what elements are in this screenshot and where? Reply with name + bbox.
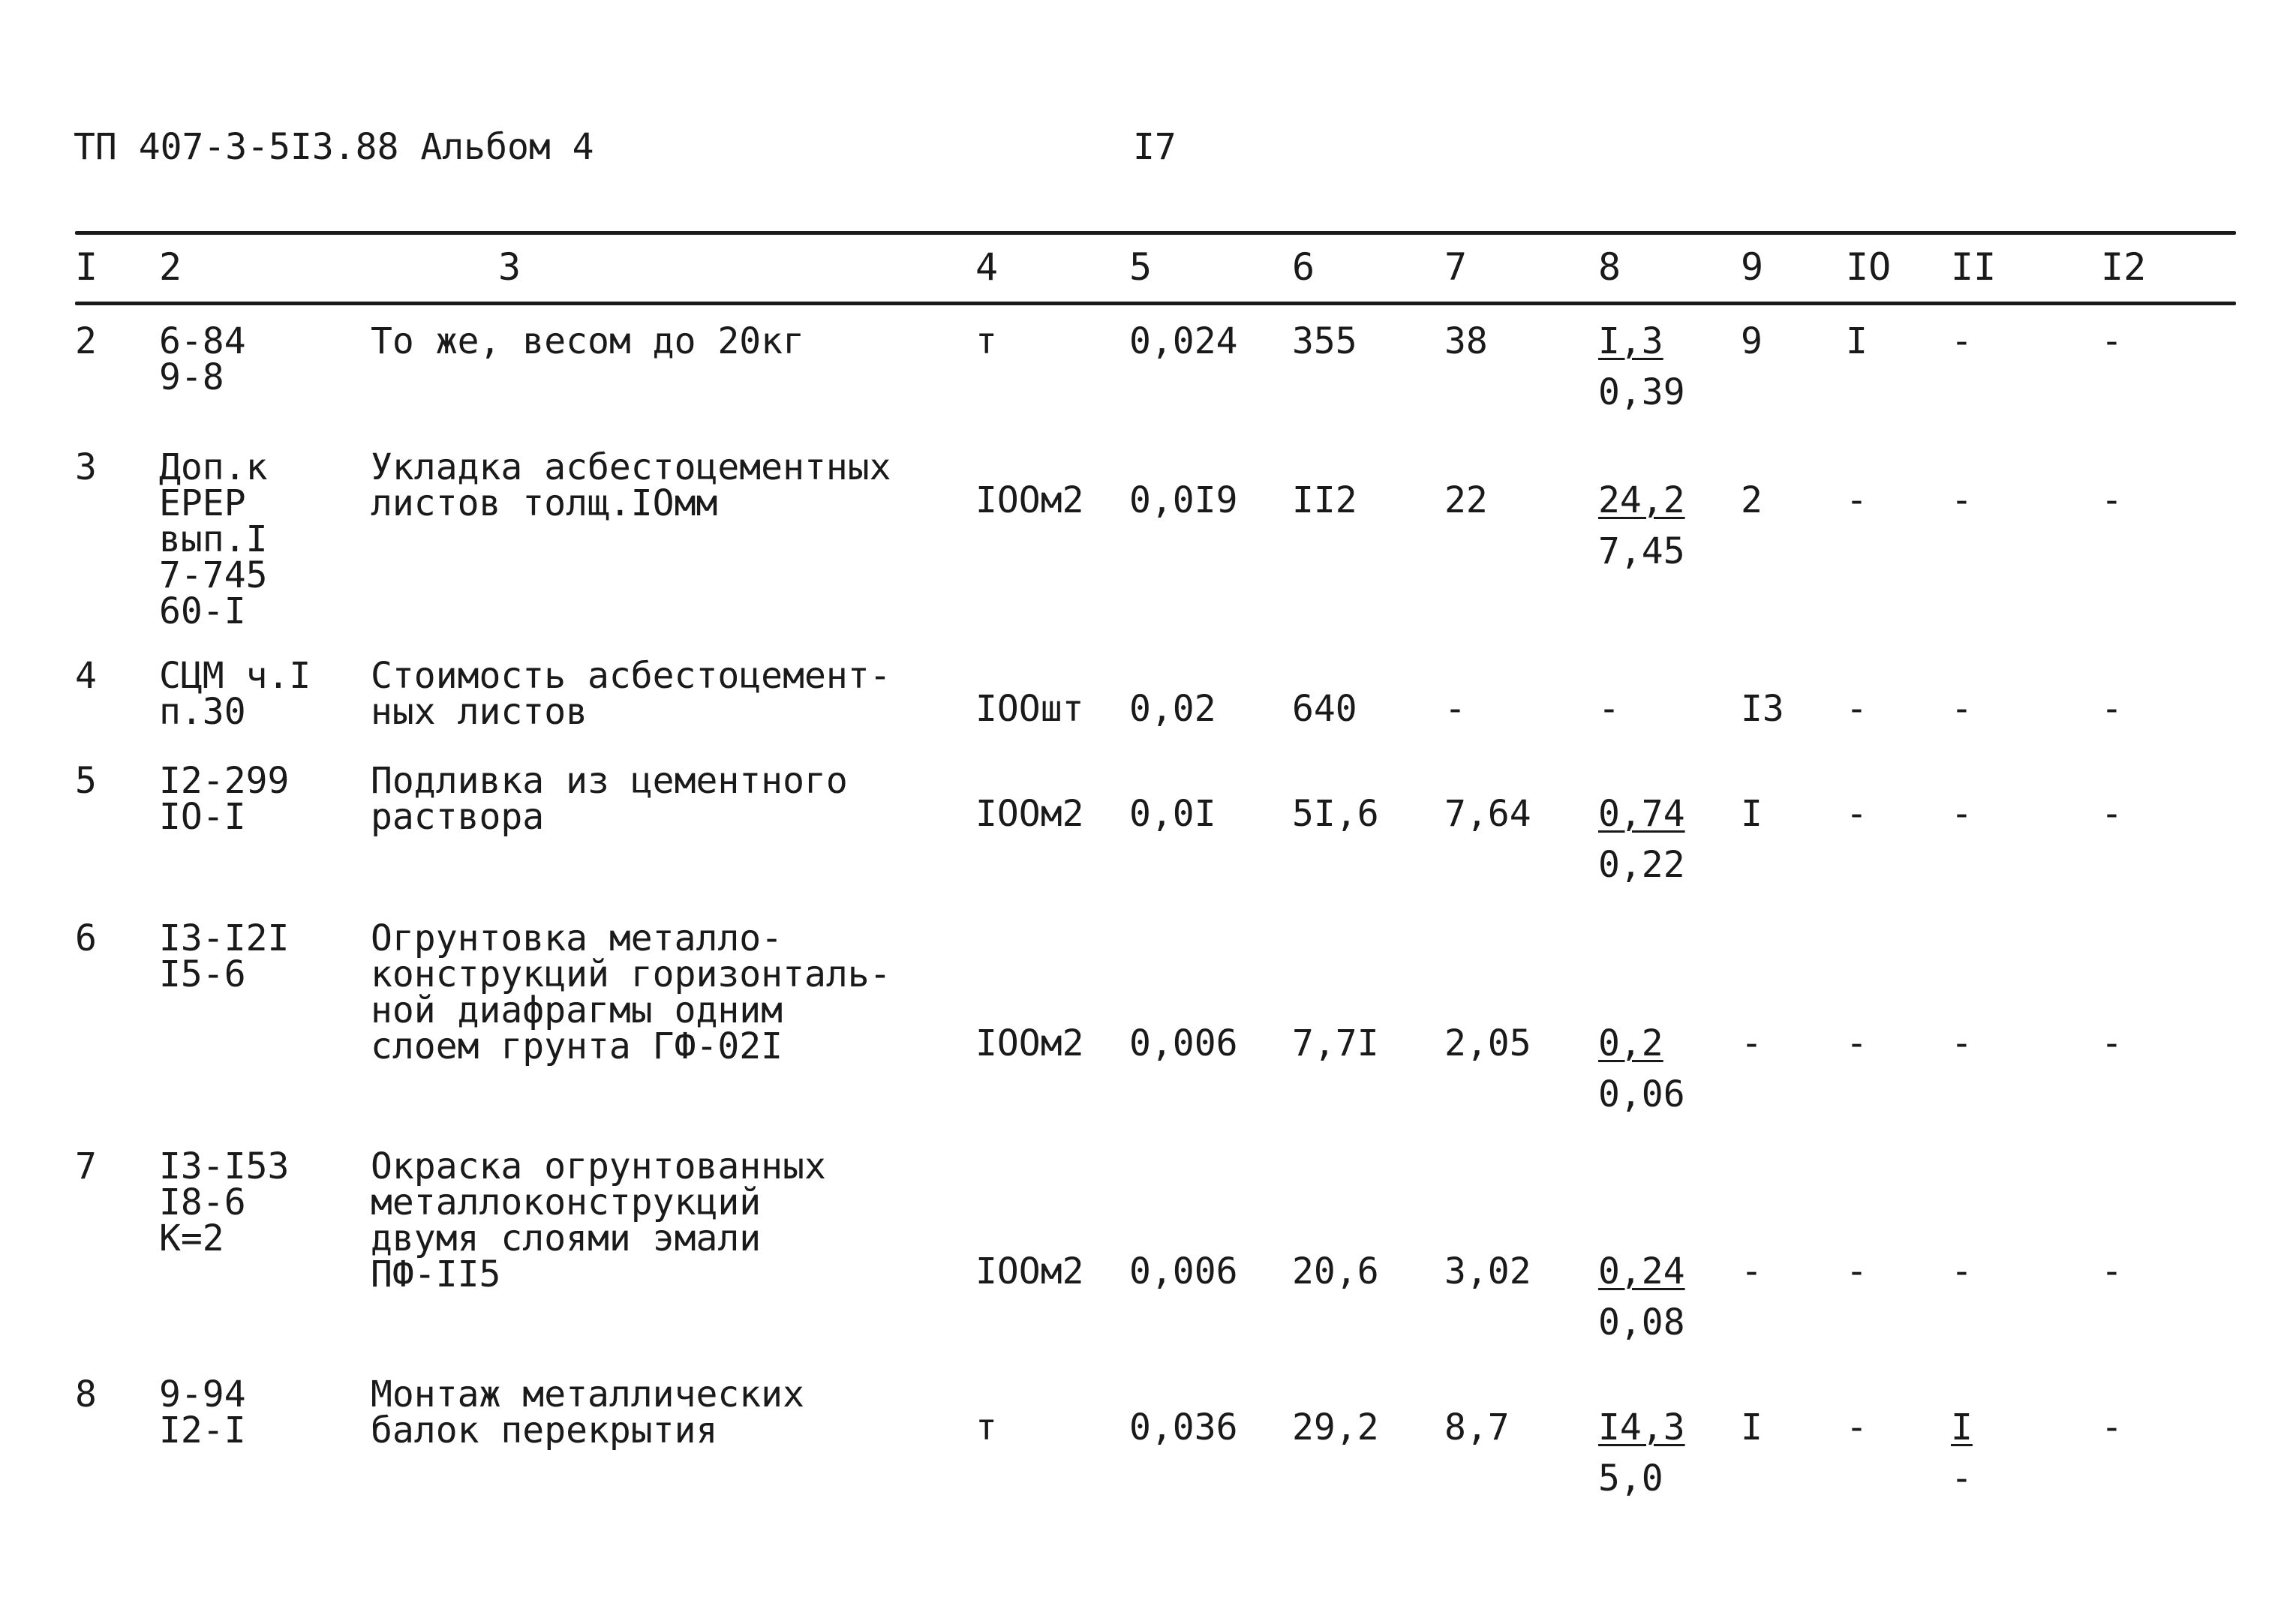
column-header: 2 <box>159 245 182 289</box>
col-8-subvalue: 5,0 <box>1598 1457 1663 1499</box>
col-7-value: 8,7 <box>1444 1406 1510 1448</box>
col-8-value: 0,24 <box>1598 1250 1685 1292</box>
quantity: 0,024 <box>1129 320 1238 362</box>
col-9-value: I <box>1741 793 1763 835</box>
col-9-value: - <box>1741 1250 1763 1292</box>
col-11-value: - <box>1951 793 1973 835</box>
norm-code-line: 9-8 <box>159 356 224 398</box>
column-header: 7 <box>1444 245 1468 289</box>
work-name-line: Окраска огрунтованных <box>371 1145 826 1187</box>
norm-code-line: К=2 <box>159 1217 224 1259</box>
norm-code-line: п.30 <box>159 691 246 733</box>
norm-code-line: СЦМ ч.I <box>159 655 311 697</box>
col-8-subvalue: 0,39 <box>1598 371 1685 413</box>
column-header: 6 <box>1292 245 1315 289</box>
column-header: 3 <box>498 245 521 289</box>
norm-code-line: IO-I <box>159 796 246 838</box>
col-8-subvalue: 7,45 <box>1598 530 1685 572</box>
col-9-value: 2 <box>1741 479 1763 521</box>
col-9-value: 9 <box>1741 320 1763 362</box>
norm-code-line: вып.I <box>159 518 268 560</box>
work-name-line: раствора <box>371 796 545 838</box>
col-11-value: - <box>1951 320 1973 362</box>
work-name-line: Огрунтовка металло- <box>371 917 783 959</box>
quantity: 0,0I <box>1129 793 1216 835</box>
col-8-value: 0,2 <box>1598 1022 1663 1064</box>
norm-code-line: 9-94 <box>159 1373 246 1415</box>
quantity: 0,0I9 <box>1129 479 1238 521</box>
work-name-line: ной диафрагмы одним <box>371 989 783 1031</box>
norm-code-line: 60-I <box>159 590 246 632</box>
col-7-value: 2,05 <box>1444 1022 1531 1064</box>
col-8-subvalue: 0,06 <box>1598 1073 1685 1115</box>
col-8-value: - <box>1598 688 1620 730</box>
unit: IООшт <box>975 688 1084 730</box>
work-name-line: конструкций горизонталь- <box>371 953 891 995</box>
col-9-value: - <box>1741 1022 1763 1064</box>
norm-code-line: ЕРЕР <box>159 482 246 524</box>
quantity: 0,006 <box>1129 1250 1238 1292</box>
work-name-line: двумя слоями эмали <box>371 1217 762 1259</box>
col-7-value: 3,02 <box>1444 1250 1531 1292</box>
col-12-value: - <box>2101 688 2123 730</box>
col-8-subvalue: 0,22 <box>1598 844 1685 886</box>
col-8-value: 0,74 <box>1598 793 1685 835</box>
work-name-line: Укладка асбестоцементных <box>371 446 891 488</box>
col-10-value: I <box>1846 320 1868 362</box>
col-10-value: - <box>1846 1406 1868 1448</box>
column-header: 4 <box>975 245 999 289</box>
norm-code-line: 7-745 <box>159 554 268 596</box>
col-11-value: - <box>1951 1022 1973 1064</box>
norm-code-line: I3-I53 <box>159 1145 290 1187</box>
norm-code-line: Доп.к <box>159 446 268 488</box>
col-6-value: 7,7I <box>1292 1022 1379 1064</box>
col-6-value: 640 <box>1292 688 1357 730</box>
col-11-value: - <box>1951 688 1973 730</box>
col-12-value: - <box>2101 1022 2123 1064</box>
unit: т <box>975 1406 997 1448</box>
col-9-value: I3 <box>1741 688 1784 730</box>
col-10-value: - <box>1846 688 1868 730</box>
table-top-rule <box>75 231 2236 235</box>
work-name-line: балок перекрытия <box>371 1409 718 1451</box>
quantity: 0,036 <box>1129 1406 1238 1448</box>
document-reference: ТП 407-3-5I3.88 Альбом 4 <box>74 126 594 168</box>
col-7-value: 22 <box>1444 479 1488 521</box>
col-6-value: 5I,6 <box>1292 793 1379 835</box>
col-8-value: I,3 <box>1598 320 1663 362</box>
column-header: 5 <box>1129 245 1153 289</box>
col-10-value: - <box>1846 1022 1868 1064</box>
col-10-value: - <box>1846 479 1868 521</box>
row-number: 6 <box>75 917 97 959</box>
work-name-line: Монтаж металлических <box>371 1373 804 1415</box>
col-12-value: - <box>2101 793 2123 835</box>
col-7-value: 7,64 <box>1444 793 1531 835</box>
work-name-line: ных листов <box>371 691 588 733</box>
unit: IООм2 <box>975 793 1084 835</box>
column-header: 8 <box>1598 245 1621 289</box>
col-8-value: 24,2 <box>1598 479 1685 521</box>
norm-code-line: I8-6 <box>159 1181 246 1223</box>
row-number: 4 <box>75 655 97 697</box>
row-number: 3 <box>75 446 97 488</box>
work-name-line: То же, весом до 20кг <box>371 320 804 362</box>
norm-code-line: I5-6 <box>159 953 246 995</box>
row-number: 7 <box>75 1145 97 1187</box>
row-number: 2 <box>75 320 97 362</box>
col-8-subvalue: 0,08 <box>1598 1301 1685 1343</box>
col-11-value: - <box>1951 1250 1973 1292</box>
col-6-value: 20,6 <box>1292 1250 1379 1292</box>
quantity: 0,02 <box>1129 688 1216 730</box>
unit: IООм2 <box>975 479 1084 521</box>
col-12-value: - <box>2101 320 2123 362</box>
col-7-value: 38 <box>1444 320 1488 362</box>
col-9-value: I <box>1741 1406 1763 1448</box>
unit: т <box>975 320 997 362</box>
norm-code-line: I2-I <box>159 1409 246 1451</box>
norm-code-line: I3-I2I <box>159 917 290 959</box>
col-6-value: 355 <box>1292 320 1357 362</box>
work-name-line: ПФ-II5 <box>371 1253 501 1295</box>
col-7-value: - <box>1444 688 1466 730</box>
col-8-value: I4,3 <box>1598 1406 1685 1448</box>
work-name-line: металлоконструкций <box>371 1181 762 1223</box>
row-number: 8 <box>75 1373 97 1415</box>
column-header: II <box>1951 245 1997 289</box>
page-number: I7 <box>1133 126 1177 168</box>
col-6-value: II2 <box>1292 479 1357 521</box>
col-11-subvalue: - <box>1951 1457 1973 1499</box>
norm-code-line: 6-84 <box>159 320 246 362</box>
work-name-line: слоем грунта ГФ-02I <box>371 1025 783 1067</box>
col-10-value: - <box>1846 1250 1868 1292</box>
column-header: I2 <box>2101 245 2147 289</box>
work-name-line: Подливка из цементного <box>371 760 848 802</box>
table-header-rule <box>75 302 2236 305</box>
col-12-value: - <box>2101 479 2123 521</box>
col-10-value: - <box>1846 793 1868 835</box>
col-12-value: - <box>2101 1250 2123 1292</box>
column-header: 9 <box>1741 245 1764 289</box>
unit: IООм2 <box>975 1250 1084 1292</box>
col-6-value: 29,2 <box>1292 1406 1379 1448</box>
row-number: 5 <box>75 760 97 802</box>
unit: IООм2 <box>975 1022 1084 1064</box>
norm-code-line: I2-299 <box>159 760 290 802</box>
col-11-value: - <box>1951 479 1973 521</box>
work-name-line: листов толщ.IОмм <box>371 482 718 524</box>
quantity: 0,006 <box>1129 1022 1238 1064</box>
col-11-value: I <box>1951 1406 1973 1448</box>
column-header: I <box>75 245 98 289</box>
col-12-value: - <box>2101 1406 2123 1448</box>
work-name-line: Стоимость асбестоцемент- <box>371 655 891 697</box>
column-header: IO <box>1846 245 1892 289</box>
